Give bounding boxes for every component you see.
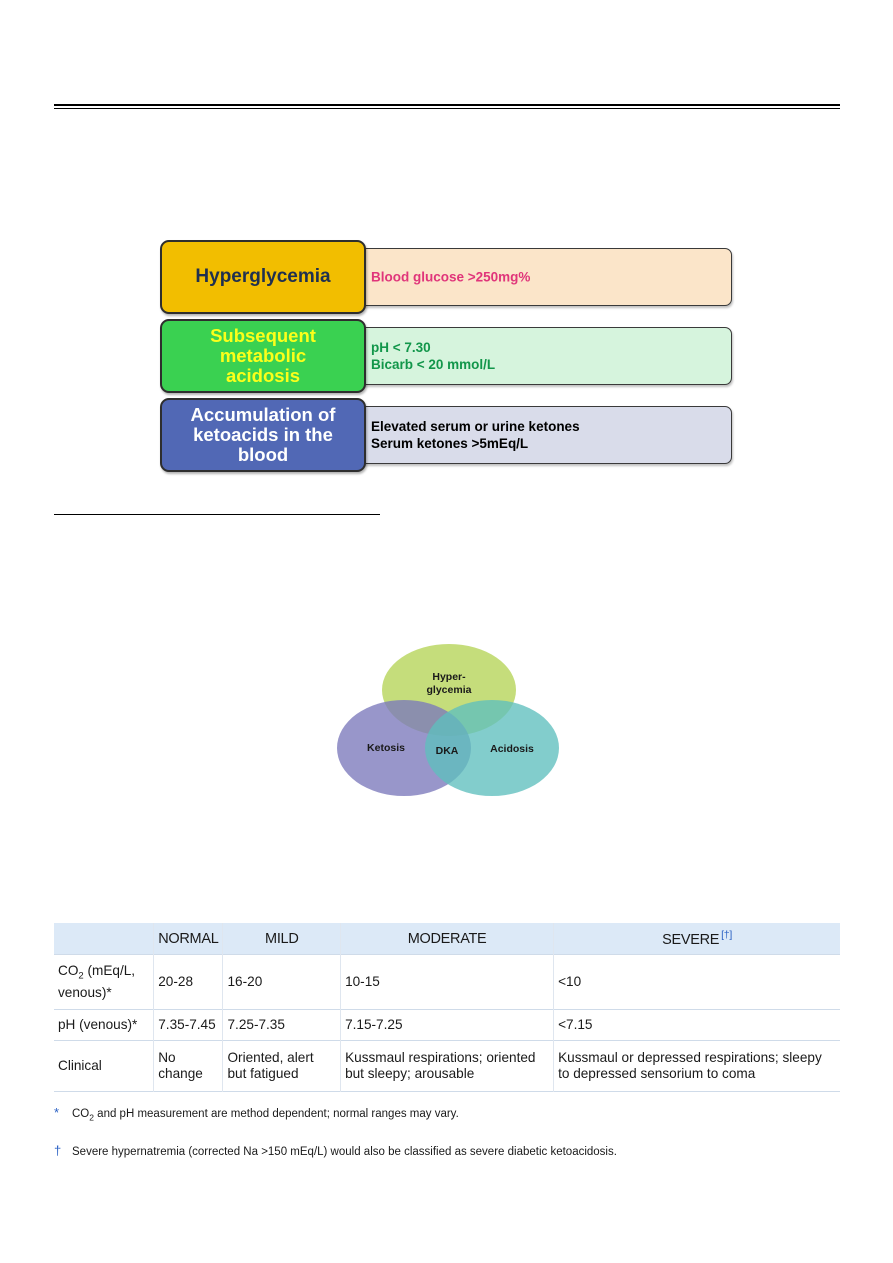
venn-label-acidosis: Acidosis — [490, 743, 534, 755]
row-label: Clinical — [54, 1041, 154, 1092]
venn-label-top-line1: Hyper- — [432, 671, 466, 683]
criteria-row-ketoacids — [160, 398, 735, 472]
section-rule — [54, 514, 380, 515]
criteria-detail-box — [356, 248, 732, 306]
venn-label-top-line2: glycemia — [426, 684, 472, 696]
criteria-detail-box — [356, 327, 732, 385]
footnote-mark-asterisk: * — [54, 1105, 60, 1120]
table-cell: <10 — [554, 955, 840, 1010]
table-cell: 20-28 — [154, 955, 223, 1010]
table-header-cell-severe — [554, 923, 840, 955]
dka-venn-diagram — [336, 643, 562, 800]
criteria-label-box: Subsequent metabolic acidosis — [160, 319, 366, 393]
table-cell: Oriented, alert but fatigued — [223, 1041, 341, 1092]
criteria-row-acidosis — [160, 319, 735, 393]
table-cell: Kussmaul or depressed respirations; sleepy to depressed sensorium to coma — [554, 1041, 840, 1092]
footnote-measurement — [54, 1105, 459, 1122]
table-row — [54, 1010, 840, 1041]
row-label — [54, 955, 154, 1010]
table-cell: 7.15-7.25 — [341, 1010, 554, 1041]
criteria-detail-item: • Bicarb < 20 mmol/L — [371, 356, 495, 373]
footnote-hypernatremia — [54, 1143, 617, 1158]
footnote-subscript: 2 — [89, 1112, 94, 1123]
row-label-subscript: 2 — [78, 970, 84, 982]
row-label: pH (venous)* — [54, 1010, 154, 1041]
criteria-label-box: Accumulation of ketoacids in the blood — [160, 398, 366, 472]
table-row — [54, 955, 840, 1010]
footnote-text: Severe hypernatremia (corrected Na >150 mEq/L) would also be classified as severe diabetic ketoacidosis. — [72, 1146, 617, 1158]
table-header-cell — [54, 923, 154, 955]
severe-header-label: SEVERE — [662, 931, 720, 948]
table-cell: 7.35-7.45 — [154, 1010, 223, 1041]
table-cell: 16-20 — [223, 955, 341, 1010]
table-cell: 7.25-7.35 — [223, 1010, 341, 1041]
table-cell: <7.15 — [554, 1010, 840, 1041]
criteria-detail-box — [356, 406, 732, 464]
table-cell: Kussmaul respirations; oriented but sleepy; arousable — [341, 1041, 554, 1092]
top-rule — [54, 104, 840, 109]
table-cell: No change — [154, 1041, 223, 1092]
footnote-text: and pH measurement are method dependent; normal ranges may vary. — [93, 1108, 459, 1120]
criteria-detail-item: • Elevated serum or urine ketones — [371, 418, 580, 435]
table-header-cell: MODERATE — [341, 923, 554, 955]
table-header-cell: NORMAL — [154, 923, 223, 955]
criteria-detail-item: • Serum ketones >5mEq/L — [371, 435, 580, 452]
footnote-mark-dagger: † — [54, 1143, 62, 1158]
table-header-cell: MILD — [223, 923, 341, 955]
table-row — [54, 1041, 840, 1092]
dka-severity-table — [54, 923, 840, 1092]
criteria-detail-item: • Blood glucose >250mg% — [371, 269, 530, 286]
venn-label-dka: DKA — [435, 745, 459, 757]
table-cell: 10-15 — [341, 955, 554, 1010]
criteria-label-box: Hyperglycemia — [160, 240, 366, 314]
venn-label-ketosis: Ketosis — [367, 742, 405, 754]
dka-criteria-diagram — [160, 240, 735, 475]
severe-footnote-link[interactable]: [†] — [721, 929, 732, 942]
table-header-row — [54, 923, 840, 955]
row-label-part: (mEq/L, venous)* — [58, 963, 136, 1000]
criteria-row-hyperglycemia — [160, 240, 735, 314]
criteria-detail-item: • pH < 7.30 — [371, 339, 495, 356]
footnote-text: CO — [72, 1108, 90, 1120]
row-label-part: CO — [58, 963, 79, 979]
